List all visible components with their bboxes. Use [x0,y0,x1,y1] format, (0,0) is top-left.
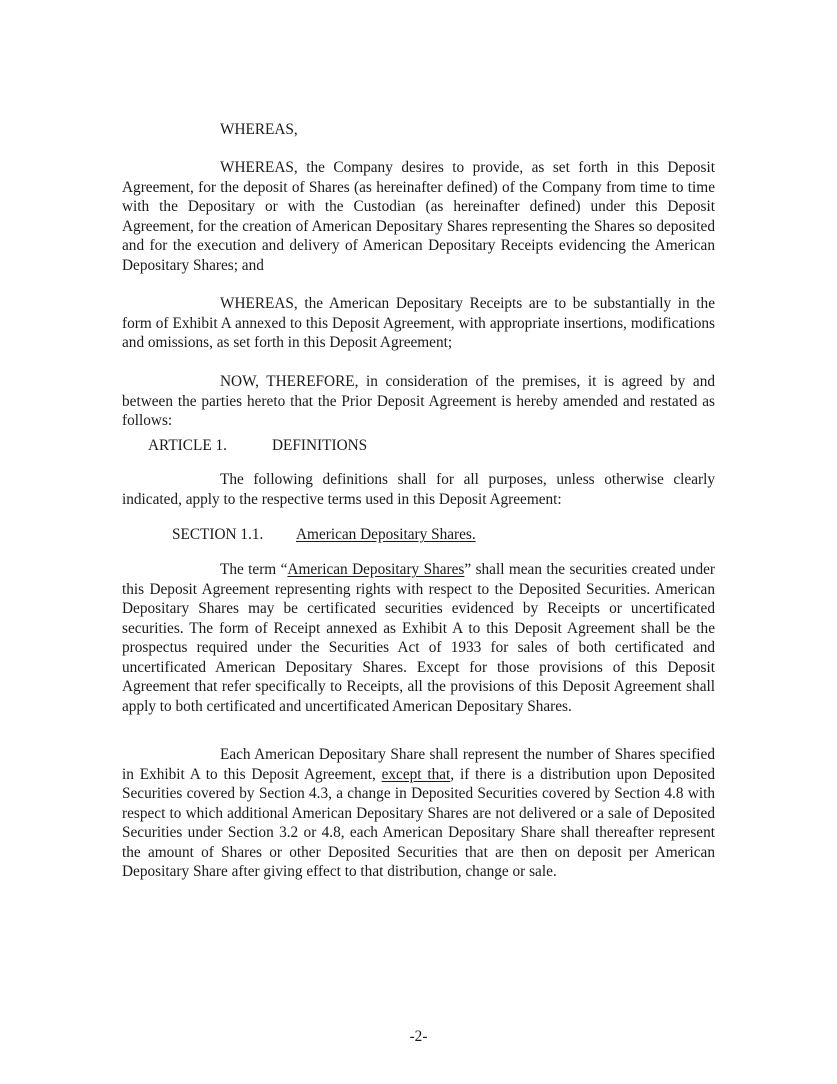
ads-term-after: ” shall mean the securities created under this Deposit Agreement representing rights with respect to the Deposited Securities. American Depositary Shares may be certificated securities evidenced by Receipts or uncertificated securities. The form of Receipt annexed as Exhibit A to this Deposit Agreement shall be the prospectus required under the Securities Act of 1933 for sales of both certificated and uncertificated American Depositary Shares. Except for those provisions of this Deposit Agreement that refer specifically to Receipts, all the provisions of this Deposit Agreement shall apply to both certificated and uncertificated American Depositary Shares. [122,561,715,715]
each-ads-before: Each American Depositary Share shall represent the number of Shares specified in Exhibit A to this Deposit Agreement, [122,746,715,783]
section-title: American Depositary Shares. [296,526,476,543]
each-ads-after: , if there is a distribution upon Deposited Securities covered by Section 4.3, a change in Deposited Securities covered by Section 4.8 with respect to which additional American Depositary Shares are not delivered or a sale of Deposited Securities under Section 3.2 or 4.8, each American Depositary Share shall thereafter represent the amount of Shares or other Deposited Securities that are then on deposit per American Depositary Share after giving effect to that distribution, change or sale. [122,765,715,880]
paragraph-whereas-receipts: WHEREAS, the American Depositary Receipts are to be substantially in the form of Exhibit A annexed to this Deposit Agreement, with appropriate insertions, modifications and omissions, as set forth in this Deposit Agreement; [122,295,715,351]
paragraph-each-ads [122,745,715,882]
ads-defined-term: American Depositary Shares [287,561,465,578]
section-number: SECTION 1.1. [172,526,264,543]
ads-term-before: The term “ [220,561,288,578]
article-number: ARTICLE 1. [148,437,227,454]
paragraph-now-therefore: NOW, THEREFORE, in consideration of the premises, it is agreed by and between the parties hereto that the Prior Deposit Agreement is hereby amended and restated as follows: [122,373,715,429]
article-title: DEFINITIONS [272,437,368,454]
page-number: -2- [409,1028,428,1045]
paragraph-whereas-company: WHEREAS, the Company desires to provide, as set forth in this Deposit Agreement, for the deposit of Shares (as hereinafter defined) of the Company from time to time with the Depositary or with the Custodian (as hereinafter defined) under this Deposit Agreement, for the creation of American Depositary Shares representing the Shares so deposited and for the execution and delivery of American Depositary Receipts evidencing the American Depositary Shares; and [122,159,715,274]
whereas-heading: WHEREAS, [220,121,298,138]
each-ads-emphasis: except that [381,765,451,783]
paragraph-definitions-intro: The following definitions shall for all purposes, unless otherwise clearly indicated, apply to the respective terms used in this Deposit Agreement: [122,471,715,508]
paragraph-ads-term [122,560,715,716]
